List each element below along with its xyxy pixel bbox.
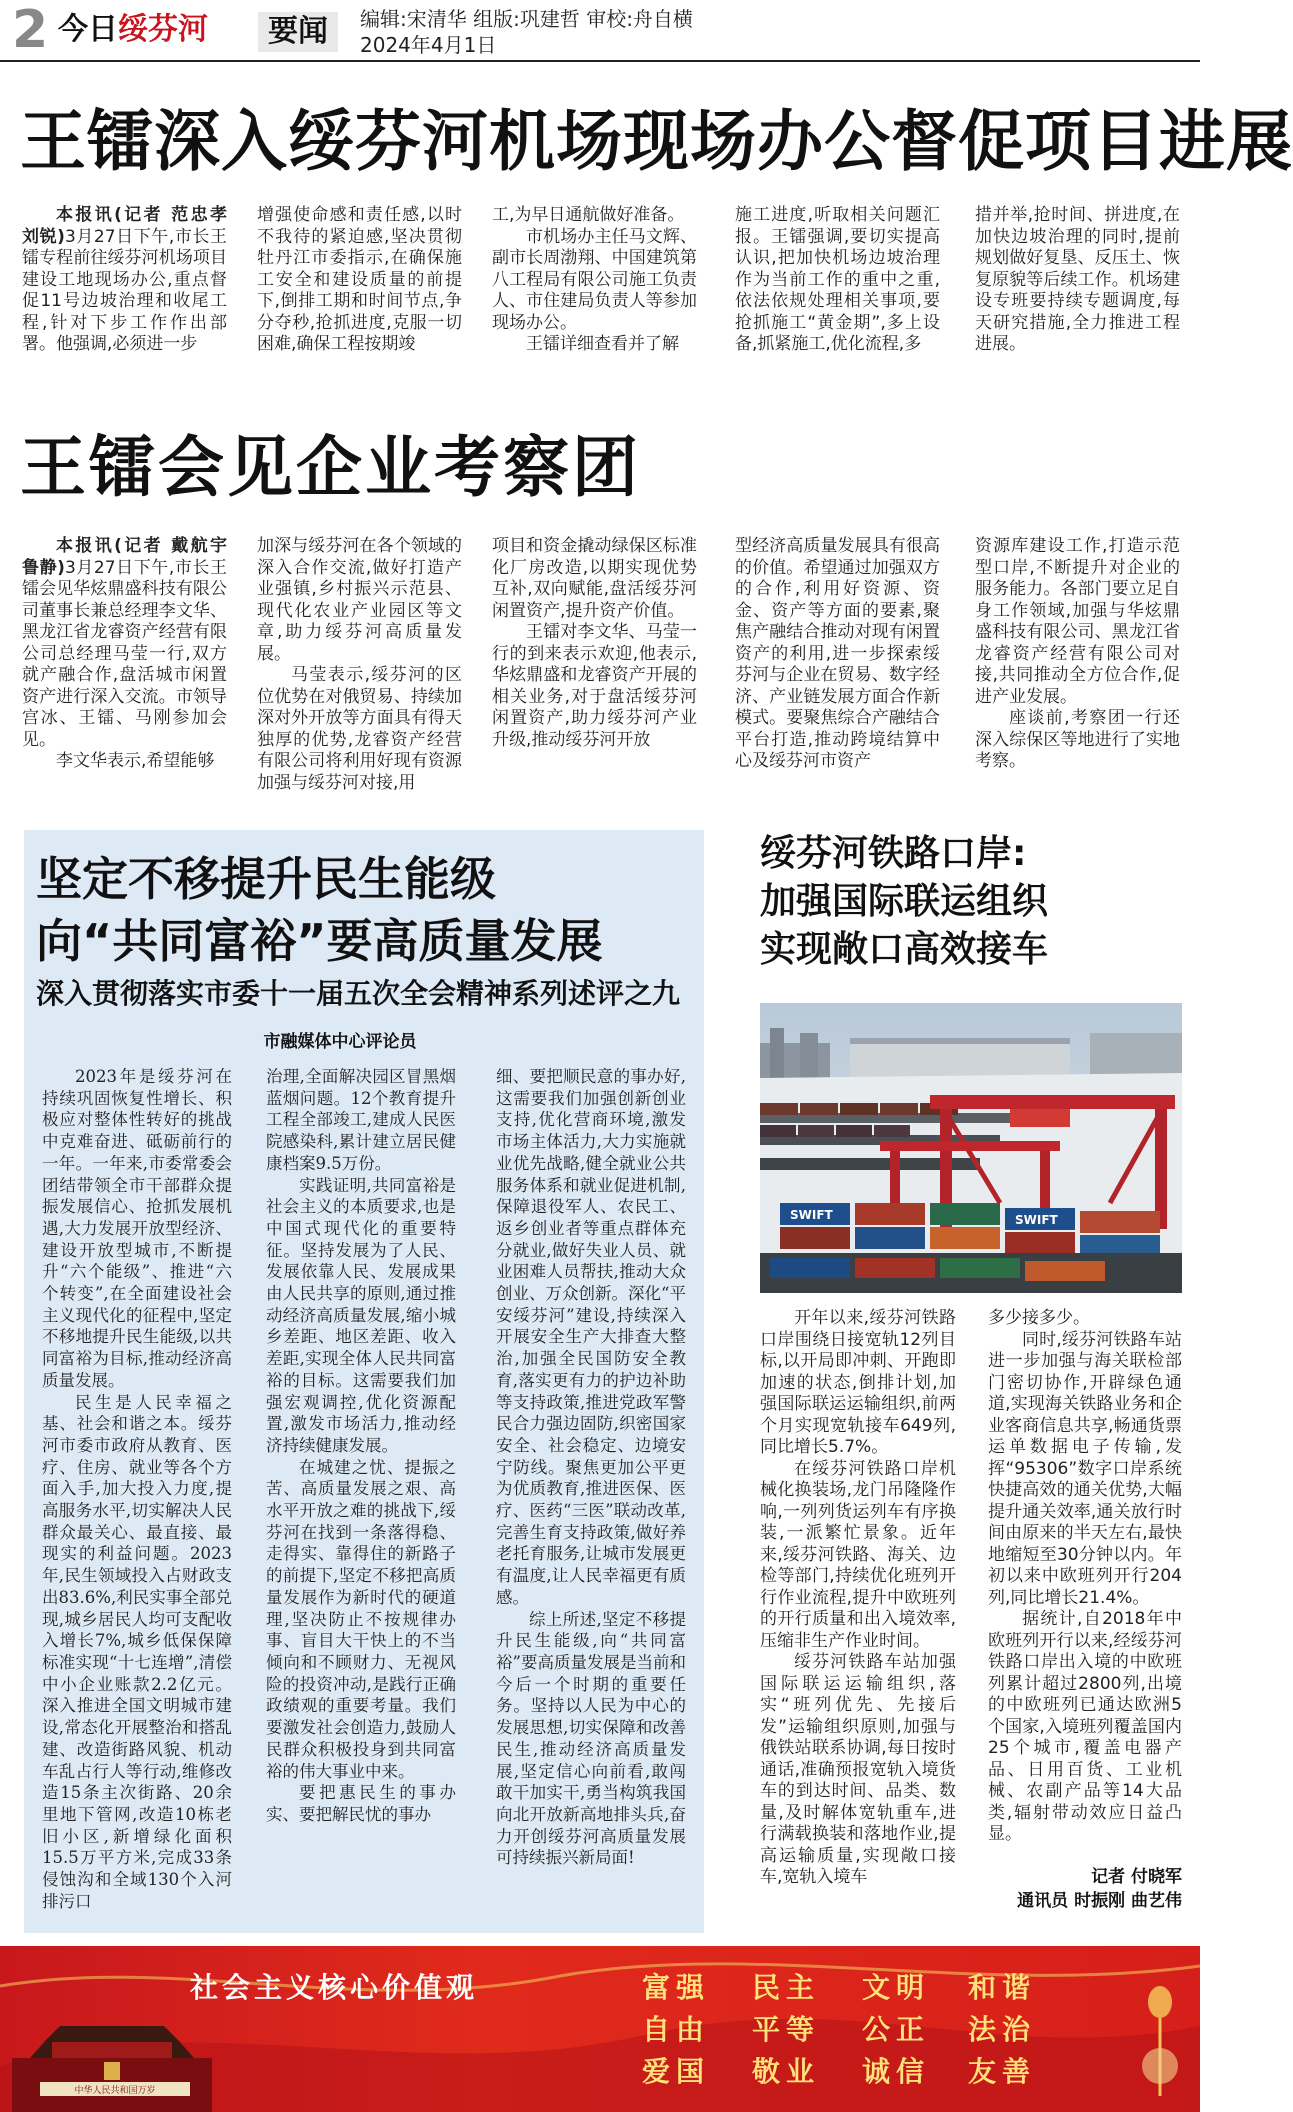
article1-headline: 王镭深入绥芬河机场现场办公督促项目进展 [20,103,1293,180]
tiananmen-gate-icon [12,2026,212,2112]
editorial-title-line1: 坚定不移提升民生能级 [36,852,496,906]
article1-col-1 [22,205,227,377]
container-stack [760,1203,1182,1293]
article3-para: 开年以来,绥芬河铁路口岸围绕日接宽轨12列目标,以开局即冲刺、开跑即加速的状态,倒排计划,加强国际联运运输组织,前两个月实现宽轨接车649列,同比增长5.7%。 [760,1308,956,1457]
value-freedom: 自由 [642,2013,711,2046]
article1-col-3 [492,205,697,377]
article2-headline: 王镭会见企业考察团 [20,429,641,506]
value-equality: 平等 [752,2013,821,2046]
editorial-para: 要把惠民生的事办实、要把解民忧的事办 [266,1783,456,1824]
editorial-para: 实践证明,共同富裕是社会主义的本质要求,也是中国式现代化的重要特征。坚持发展为了人民、发展依靠人民、发展成果由人民共享的原则,通过推动经济高质量发展,缩小城乡差距、地区差距、收入差距,实现全体人民共同富裕的目标。这需要我们加强宏观调控,优化资源配置,激发市场活力,推动经济持续健康发展。 [266,1175,456,1455]
article2-col-3 [492,536,697,776]
article2-col-2 [257,536,462,793]
article2-col-1 [22,536,227,776]
value-friendship: 友善 [968,2055,1037,2088]
article3-title-line3: 实现敞口高效接车 [760,929,1049,970]
page-masthead [0,0,1200,62]
article2-col-5 [975,536,1180,776]
article3-para: 据统计,自2018年中欧班列开行以来,经绥芬河铁路口岸出入境的中欧班列累计超过2800列,出境的中欧班列已通达欧洲5个国家,入境班列覆盖国内25个城市,覆盖电器产品、日用百货、工业机械、农副产品等14大品类,辐射带动效应日益凸显。 [988,1609,1182,1844]
gate-caption: 中华人民共和国万岁 [74,2086,156,2096]
value-justice: 公正 [862,2013,931,2046]
article3-col-1 [760,1308,956,1918]
article2-byline: 本报讯(记者 戴航宇 鲁静) [22,536,227,578]
article3-para: 在绥芬河铁路口岸机械化换装场,龙门吊隆隆作响,一列列货运列车有序换装,一派繁忙景象。近年来,绥芬河铁路、海关、边检等部门,持续优化班列开行作业流程,提升中欧班列的开行质量和出入境效率,压缩非生产作业时间。 [760,1458,956,1651]
value-dedication: 敬业 [752,2055,821,2088]
article3-credit-correspondents: 通讯员 时振刚 曲艺伟 [1017,1891,1182,1911]
editorial-para: 2023年是绥芬河在持续巩固恢复性增长、积极应对整体性转好的挑战中克难奋进、砥砺前行的一年。一年来,市委常委会团结带领全市干部群众提振发展信心、抢抓发展机遇,大力发展开放型经济、建设开放型城市,不断提升“六个能级”、推进“六个转变”,在全面建设社会主义现代化的征程中,坚定不移地提升民生能级,以共同富裕为目标,推动经济高质量发展。 [42,1067,232,1390]
value-rule-of-law: 法治 [968,2013,1037,2046]
newspaper-logo [58,12,208,48]
railway-yard-image [760,1003,1182,1293]
article3-para: 多少接多少。 [988,1308,1090,1328]
value-integrity: 诚信 [862,2055,931,2088]
article2-para: 马莹表示,绥芬河的区位优势在对俄贸易、持续加深对外开放等方面具有得天独厚的优势,龙睿资产经营有限公司将利用好现有资源加强与绥芬河对接,用 [257,665,462,793]
editorial-para: 治理,全面解决园区冒黑烟蓝烟问题。12个教育提升工程全部竣工,建成人民医院感染科,累计建立居民健康档案9.5万份。 [266,1067,456,1173]
section-label: 要闻 [258,12,338,52]
logo-prefix: 今日 [58,12,118,47]
article3-para: 绥芬河铁路车站加强国际联运运输组织,落实“班列优先、先接后发”运输组织原则,加强与俄铁站联系协调,每日按时通话,准确预报宽轨入境货车的到达时间、品类、数量,及时解体宽轨重车,进行满载换装和落地作业,提高运输质量,实现敞口接车,宽轨入境车 [760,1652,956,1887]
editorial-para: 民生是人民幸福之基、社会和谐之本。绥芬河市委市政府从教育、医疗、住房、就业等各个方面入手,加大投入力度,提高服务水平,切实解决人民群众最关心、最直接、最现实的利益问题。2023年,民生领域投入占财政支出83.6%,利民实事全部兑现,城乡居民人均可支配收入增长7%,城乡低保保障标准实现“十七连增”,清偿中小企业账款2.2亿元。深入推进全国文明城市建设,常态化开展整治和搭乱建、改造街路风貌、机动车乱占行人等行动,维修改造15条主次街路、20余里地下管网,改造10栋老旧小区,新增绿化面积15.5万平方米,完成33条侵蚀沟和全域130个入河排污口 [42,1392,232,1911]
article1-col-1-text: 3月27日下午,市长王镭专程前往绥芬河机场项目建设工地现场办公,重点督促11号边坡治理和收尾工程,针对下步工作作出部署。他强调,必须进一步 [22,226,227,354]
article1-col-4: 施工进度,听取相关问题汇报。王镭强调,要切实提高认识,把加快机场边坡治理作为当前工作的重中之重,依法依规处理相关事项,要抢抓施工“黄金期”,多上设备,抓紧施工,优化流程,多 [735,205,940,354]
article3-title-line1: 绥芬河铁路口岸: [760,833,1027,874]
value-democracy: 民主 [752,1971,821,2004]
editorial-para: 在城建之忧、提振之苦、高质量发展之艰、高水平开放之难的挑战下,绥芬河在找到一条落得稳、走得实、靠得住的新路子的前提下,坚定不移把高质量发展作为新时代的硬道理,坚决防止不按规律办事、盲目大干快上的不当倾向和不顾财力、无视风险的投资冲动,是践行正确政绩观的重要考量。我们要激发社会创造力,鼓励人民群众积极投身到共同富裕的伟大事业中来。 [266,1457,456,1781]
page-number: 2 [12,0,49,60]
editorial-para: 综上所述,坚定不移提升民生能级,向“共同富裕”要高质量发展是当前和今后一个时期的重要任务。坚持以人民为中心的发展思想,切实保障和改善民生,推动经济高质量发展,坚定信心向前看,敢闯敢干加实干,勇当构筑我国向北开放新高地排头兵,奋力开创绥芬河高质量发展可持续振兴新局面! [496,1609,686,1868]
editorial-col-3 [496,1066,686,1926]
editorial-subtitle: 深入贯彻落实市委十一届五次全会精神系列述评之九 [36,977,681,1010]
article1-para: 王镭详细查看并了解 [526,334,679,354]
article2-para: 李文华表示,希望能够 [56,751,215,771]
editorial-col-1 [42,1066,232,1926]
article3-credit-reporter: 记者 付晓军 [1091,1867,1182,1887]
editorial-para: 细、要把顺民意的事办好,这需要我们加强创新创业支持,优化营商环境,激发市场主体活力,大力实施就业优先战略,健全就业公共服务体系和就业促进机制,保障退役军人、农民工、返乡创业者等重点群体充分就业,做好失业人员、就业困难人员帮扶,推动大众创业、万众创新。深化“平安绥芬河”建设,持续深入开展安全生产大排查大整治,加强全民国防安全教育,落实更有力的护边补助等支持政策,推进党政军警民合力强边固防,织密国家安全、社会稳定、边境安宁防线。聚焦更加公平更为优质教育,推进医保、医疗、医药“三医”联动改革,完善生育支持政策,做好养老托育服务,让城市发展更有温度,让人民幸福更有质感。 [496,1067,686,1607]
editorial-col-2 [266,1066,456,1926]
editor-credits: 编辑:宋清华 组版:巩建哲 审校:舟自横 [360,7,693,31]
value-patriotism: 爱国 [642,2055,711,2088]
editorial-author: 市融媒体中心评论员 [263,1032,417,1052]
article2-para: 资源库建设工作,打造示范型口岸,不断提升对企业的服务能力。各部门要立足自身工作领域,加强与华炫鼎盛科技有限公司、黑龙江省龙睿资产经营有限公司对接,共同推动全方位合作,促进产业发展。 [975,536,1180,707]
banner-title: 社会主义核心价值观 [190,1971,479,2004]
editorial-title-line2: 向“共同富裕”要高质量发展 [36,914,603,968]
value-harmony: 和谐 [968,1971,1037,2004]
container-label: SWIFT [1015,1213,1058,1227]
article3-col-2 [988,1308,1182,1856]
article1-byline: 本报讯(记者 范忠孝 刘锐) [22,205,227,247]
article1-col-5: 措并举,抢时间、拼进度,在加快边坡治理的同时,提前规划做好复垦、反压土、恢复原貌等后续工作。机场建设专班要持续专题调度,每天研究措施,全力推进工程进展。 [975,205,1180,354]
article2-para: 项目和资金撬动绿保区标准化厂房改造,以期实现优势互补,双向赋能,盘活绥芬河闲置资产,提升资产价值。 [492,536,697,621]
container-label: SWIFT [790,1208,833,1222]
article2-para: 加深与绥芬河在各个领域的深入合作交流,做好打造产业强镇,乡村振兴示范县、现代化农业产业园区等文章,助力绥芬河高质量发展。 [257,536,462,664]
issue-date: 2024年4月1日 [360,33,497,57]
railway-port-photo [760,1003,1182,1293]
article2-para: 座谈前,考察团一行还深入综保区等地进行了实地考察。 [975,708,1180,771]
article1-para: 市机场办主任马文辉、副市长周渤翔、中国建筑第八工程局有限公司施工负责人、市住建局负责人等参加现场办公。 [492,226,697,333]
article2-col-1-text: 3月27日下午,市长王镭会见华炫鼎盛科技有限公司董事长兼总经理李文华、黑龙江省龙睿资产经营有限公司总经理马莹一行,双方就产融合作,盘活城市闲置资产进行深入交流。市领导宫冰、王镭、马刚参加会见。 [22,557,227,750]
article3-para: 同时,绥芬河铁路车站进一步加强与海关联检部门密切协作,开辟绿色通道,实现海关铁路业务和企业客商信息共享,畅通货票运单数据电子传输,发挥“95306”数字口岸系统快捷高效的通关优势,大幅提升通关效率,通关放行时间由原来的半天左右,最快地缩短至30分钟以内。年初以来中欧班列开行204列,同比增长21.4%。 [988,1329,1182,1608]
article3-title-line2: 加强国际联运组织 [760,881,1049,922]
article2-col-4: 型经济高质量发展具有很高的价值。希望通过加强双方的合作,利用好资源、资金、资产等方面的要素,聚焦产融结合推动对现有闲置资产的利用,进一步探索绥芬河与企业在贸易、数字经济、产业链发展方面合作新模式。要聚焦综合产融结合平台打造,推动跨境结算中心及绥芬河市资产 [735,536,940,771]
logo-brand: 绥芬河 [118,12,208,47]
article1-para: 工,为早日通航做好准备。 [492,205,685,225]
value-civility: 文明 [862,1971,931,2004]
value-prosperity: 富强 [642,1971,711,2004]
article2-para: 王镭对李文华、马莹一行的到来表示欢迎,他表示,华炫鼎盛和龙睿资产开展的相关业务,对于盘活绥芬河闲置资产,助力绥芬河产业升级,推动绥芬河开放 [492,622,697,750]
article1-col-2: 增强使命感和责任感,以时不我待的紧迫感,坚决贯彻牡丹江市委指示,在确保施工安全和建设质量的前提下,倒排工期和时间节点,争分夺秒,抢抓进度,克服一切困难,确保工程按期竣 [257,205,462,354]
